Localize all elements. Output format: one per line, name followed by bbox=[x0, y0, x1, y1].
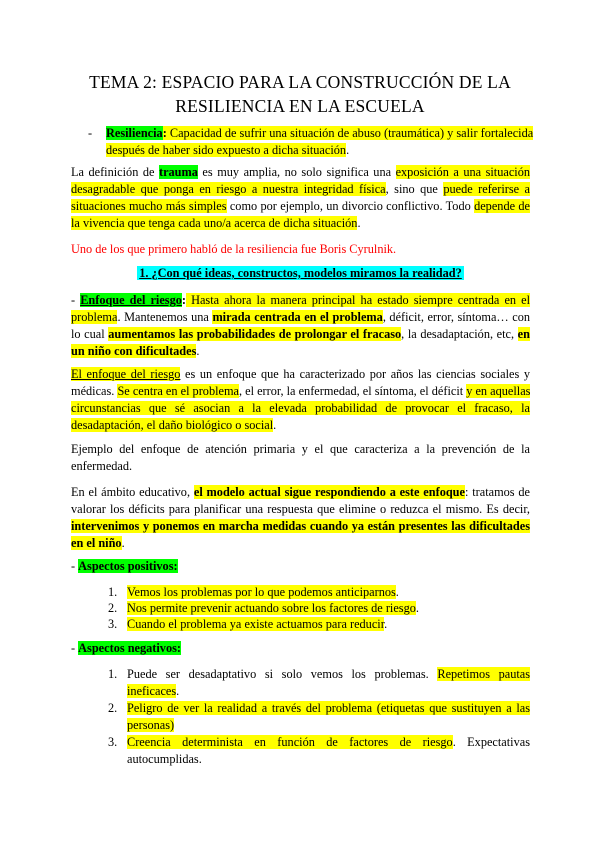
page-title-line-1: TEMA 2: ESPACIO PARA LA CONSTRUCCIÓN DE LA bbox=[89, 72, 511, 92]
term-trauma: trauma bbox=[158, 165, 198, 179]
term-enfoque-riesgo: Enfoque del riesgo bbox=[80, 293, 182, 307]
paragraph-ambito-educativo: En el ámbito educativo, el modelo actual sigue respondiendo a este enfoque: tratamos de valorar los déficits para planificar una respuesta que elimine o reduzca el mismo. Es decir, intervenimos y ponemos en marcha medidas cuando ya están presentes las dificultades en el niño. bbox=[71, 485, 530, 550]
list-item: Cuando el problema ya existe actuamos para reducir. bbox=[127, 617, 388, 631]
bullet-dash: - bbox=[88, 126, 93, 140]
definition-resiliencia: Resiliencia: Capacidad de sufrir una situación de abuso (traumática) y salir fortalecida después de haber sido expuesto a dicha situación. bbox=[106, 126, 534, 157]
list-item: Peligro de ver la realidad a través del problema (etiquetas que sustituyen a las personas) bbox=[127, 701, 530, 732]
paragraph-trauma: La definición de trauma es muy amplia, no solo significa una exposición a una situación desagradable que ponga en riesgo a nuestra integridad física, sino que puede referirse a situaciones mucho más simples como por ejemplo, un divorcio conflictivo. Todo depende de la vivencia que tenga cada uno/a acerca de dicha situación. bbox=[71, 165, 531, 230]
paragraph-riesgo-definition: El enfoque del riesgo es un enfoque que ha caracterizado por años las ciencias sociales y médicas. Se centra en el problema, el error, la enfermedad, el síntoma, el déficit y en aquellas circunstancias que sé asocian a la elevada probabilidad de provocar el fracaso, la desadaptación, el daño biológico o social. bbox=[71, 367, 531, 432]
paragraph-enfoque-riesgo: - Enfoque del riesgo: Hasta ahora la manera principal ha estado siempre centrada en el problema. Mantenemos una mirada centrada en el problema, déficit, error, síntoma… con lo cual aumentamos las probabilidades de prolongar el fracaso, la desadaptación, etc, en un niño con dificultades. bbox=[71, 293, 531, 358]
heading-aspectos-negativos: - Aspectos negativos: bbox=[71, 641, 181, 655]
page-title-line-2: RESILIENCIA EN LA ESCUELA bbox=[175, 96, 425, 116]
term-resiliencia: Resiliencia bbox=[106, 126, 163, 140]
list-item: Vemos los problemas por lo que podemos anticiparnos. bbox=[127, 585, 399, 599]
note-boris-cyrulnik: Uno de los que primero habló de la resiliencia fue Boris Cyrulnik. bbox=[71, 242, 397, 256]
paragraph-ejemplo: Ejemplo del enfoque de atención primaria y el que caracteriza a la prevención de la enfermedad. bbox=[71, 442, 530, 473]
heading-aspectos-positivos: - Aspectos positivos: bbox=[71, 559, 178, 573]
section-heading-1: 1. ¿Con qué ideas, constructos, modelos miramos la realidad? bbox=[139, 266, 462, 280]
list-item: Nos permite prevenir actuando sobre los factores de riesgo. bbox=[127, 601, 419, 615]
list-item: Puede ser desadaptativo si solo vemos los problemas. Repetimos pautas ineficaces. bbox=[127, 667, 531, 698]
document-page: TEMA 2: ESPACIO PARA LA CONSTRUCCIÓN DE LA RESILIENCIA EN LA ESCUELA - Resiliencia: Capacidad de sufrir una situación de abuso (traumática) y salir fortalecida después de haber sido expuesto a dicha situación. La definición de trauma es muy amplia, no solo significa una exposición a una situación desagradable que ponga en riesgo a nuestra integridad física, sino que puede referirse a situaciones mucho más simples como por ejemplo, un divorcio conflictivo. Todo depende de la vivencia que tenga cada uno/a acerca de dicha situación. Uno de los que primero habló de la resiliencia fue Boris Cyrulnik. 1. ¿Con qué ideas, constructos, modelos miramos la realidad? - Enfoque del riesgo: Hasta ahora la manera principal ha estado siempre centrada en el problema. Mantenemos una mirada centrada en el problema, déficit, error, síntoma… con lo cual aumentamos las probabilidades de prolongar el fracaso, la desadaptación, etc, en un niño con dificultades. El enfoque del riesgo es un enfoque que ha caracterizado por años las ciencias sociales y médicas. Se centra en el problema, el error, la enfermedad, el síntoma, el déficit y en aquellas circunstancias que sé asocian a la elevada probabilidad de provocar el fracaso, la desadaptación, el daño biológico o social. Ejemplo del enfoque de atención primaria y el que caracteriza a la prevención de la enfermedad. En el ámbito educativo, el modelo actual sigue respondiendo a este enfoque: tratamos de valorar los déficits para planificar una respuesta que elimine o reduzca el mismo. Es decir, intervenimos y ponemos en marcha medidas cuando ya están presentes las dificultades en el niño. - Aspectos positivos: 1. Vemos los problemas por lo que podemos anticiparnos. 2. Nos permite prevenir actuando sobre los factores de riesgo. 3. Cuando el problema ya existe actuamos para reducir. - Aspectos negativos: 1. Puede ser desadaptativo si solo vemos los problemas. Repetimos pautas ineficaces. 2. Peligro de ver la realidad a través del problema (etiquetas que sustituyen a las personas) 3. Creencia determinista en función de factores de riesgo. Expectativas autocumplidas. bbox=[0, 0, 600, 848]
list-item: Creencia determinista en función de factores de riesgo. Expectativas autocumplidas. bbox=[127, 735, 530, 766]
